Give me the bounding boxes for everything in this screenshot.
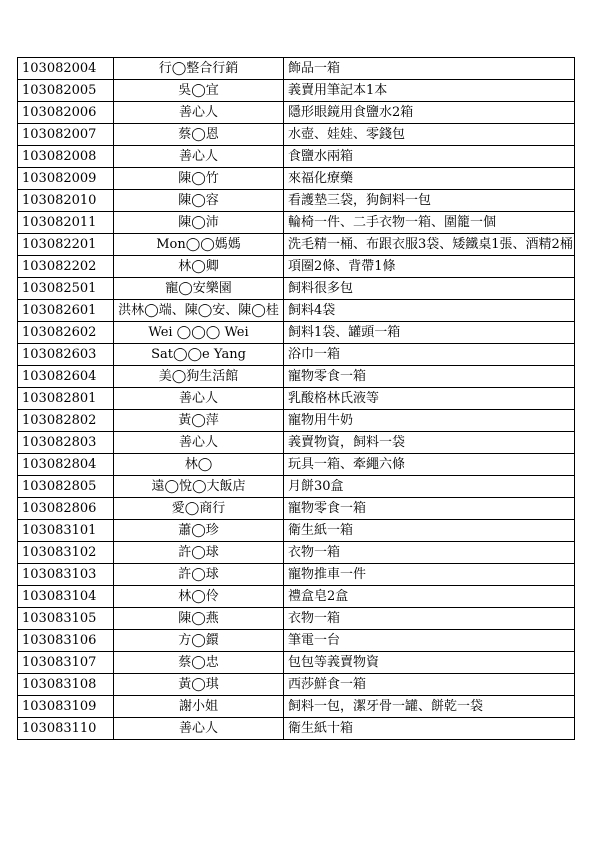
table-row [18, 190, 575, 212]
table-row [18, 322, 575, 344]
donated-item-cell: 飼料很多包 [284, 278, 575, 300]
table-row [18, 520, 575, 542]
donated-item-cell: 義賣用筆記本1本 [284, 80, 575, 102]
donor-name-cell: 行◯整合行銷 [114, 58, 284, 80]
record-id-cell: 103083106 [18, 630, 114, 652]
donor-name-cell: Mon◯◯媽媽 [114, 234, 284, 256]
donor-name-cell: 方◯鐶 [114, 630, 284, 652]
donated-item-cell: 乳酸格林氏液等 [284, 388, 575, 410]
record-id-cell: 103082005 [18, 80, 114, 102]
record-id-cell: 103082602 [18, 322, 114, 344]
table-row [18, 344, 575, 366]
table-row [18, 718, 575, 740]
table-row [18, 234, 575, 256]
record-id-cell: 103083101 [18, 520, 114, 542]
donor-name-cell: Wei ◯◯◯ Wei [114, 322, 284, 344]
record-id-cell: 103083105 [18, 608, 114, 630]
table-row [18, 102, 575, 124]
donated-item-cell: 衣物一箱 [284, 542, 575, 564]
donor-name-cell: 寵◯安樂園 [114, 278, 284, 300]
record-id-cell: 103083102 [18, 542, 114, 564]
donor-name-cell: 陳◯容 [114, 190, 284, 212]
table-row [18, 432, 575, 454]
donated-item-cell: 禮盒皂2盒 [284, 586, 575, 608]
record-id-cell: 103082007 [18, 124, 114, 146]
table-row [18, 124, 575, 146]
record-id-cell: 103083109 [18, 696, 114, 718]
table-row [18, 476, 575, 498]
table-row [18, 212, 575, 234]
donated-item-cell: 衛生紙十箱 [284, 718, 575, 740]
donated-item-cell: 西莎鮮食一箱 [284, 674, 575, 696]
donated-item-cell: 義賣物資，飼料一袋 [284, 432, 575, 454]
donated-item-cell: 衛生紙一箱 [284, 520, 575, 542]
donated-item-cell: 項圈2條、背帶1條 [284, 256, 575, 278]
donated-item-cell: 隱形眼鏡用食鹽水2箱 [284, 102, 575, 124]
record-id-cell: 103082010 [18, 190, 114, 212]
table-body [18, 58, 575, 740]
donated-item-cell: 食鹽水兩箱 [284, 146, 575, 168]
table-row [18, 586, 575, 608]
table-row [18, 696, 575, 718]
donated-item-cell: 包包等義賣物資 [284, 652, 575, 674]
record-id-cell: 103082501 [18, 278, 114, 300]
donated-item-cell: 看護墊三袋，狗飼料一包 [284, 190, 575, 212]
donor-name-cell: 吳◯宜 [114, 80, 284, 102]
donor-name-cell: 黃◯萍 [114, 410, 284, 432]
record-id-cell: 103082202 [18, 256, 114, 278]
record-id-cell: 103082603 [18, 344, 114, 366]
donated-item-cell: 浴巾一箱 [284, 344, 575, 366]
record-id-cell: 103083108 [18, 674, 114, 696]
donated-item-cell: 水壺、娃娃、零錢包 [284, 124, 575, 146]
donated-item-cell: 飼料4袋 [284, 300, 575, 322]
record-id-cell: 103082011 [18, 212, 114, 234]
donated-item-cell: 玩具一箱、牽繩六條 [284, 454, 575, 476]
donor-name-cell: 黃◯琪 [114, 674, 284, 696]
donated-item-cell: 筆電一台 [284, 630, 575, 652]
donor-name-cell: 蕭◯珍 [114, 520, 284, 542]
table-row [18, 278, 575, 300]
record-id-cell: 103082802 [18, 410, 114, 432]
table-row [18, 630, 575, 652]
donor-name-cell: 許◯球 [114, 542, 284, 564]
record-id-cell: 103083103 [18, 564, 114, 586]
record-id-cell: 103083110 [18, 718, 114, 740]
record-id-cell: 103083107 [18, 652, 114, 674]
donor-name-cell: 許◯球 [114, 564, 284, 586]
record-id-cell: 103082604 [18, 366, 114, 388]
table-row [18, 608, 575, 630]
donor-name-cell: 美◯狗生活館 [114, 366, 284, 388]
record-id-cell: 103082006 [18, 102, 114, 124]
donated-item-cell: 飼料一包，潔牙骨一罐、餅乾一袋 [284, 696, 575, 718]
donor-name-cell: 善心人 [114, 388, 284, 410]
donated-item-cell: 來福化療藥 [284, 168, 575, 190]
donated-item-cell: 寵物零食一箱 [284, 498, 575, 520]
table-row [18, 256, 575, 278]
table-row [18, 366, 575, 388]
table-row [18, 146, 575, 168]
donor-name-cell: 陳◯竹 [114, 168, 284, 190]
donor-name-cell: 善心人 [114, 146, 284, 168]
donor-name-cell: 善心人 [114, 718, 284, 740]
donor-name-cell: 陳◯燕 [114, 608, 284, 630]
table-row [18, 498, 575, 520]
donated-item-cell: 寵物零食一箱 [284, 366, 575, 388]
donor-name-cell: 洪林◯端、陳◯安、陳◯桂 [114, 300, 284, 322]
record-id-cell: 103082201 [18, 234, 114, 256]
donor-name-cell: 善心人 [114, 102, 284, 124]
donor-name-cell: 遠◯悅◯大飯店 [114, 476, 284, 498]
donor-name-cell: 林◯伶 [114, 586, 284, 608]
record-id-cell: 103082601 [18, 300, 114, 322]
donor-name-cell: 愛◯商行 [114, 498, 284, 520]
donor-name-cell: 蔡◯忠 [114, 652, 284, 674]
donor-name-cell: 林◯ [114, 454, 284, 476]
donor-name-cell: 謝小姐 [114, 696, 284, 718]
table-row [18, 80, 575, 102]
table-row [18, 410, 575, 432]
donated-item-cell: 衣物一箱 [284, 608, 575, 630]
donated-item-cell: 飾品一箱 [284, 58, 575, 80]
donated-item-cell: 寵物用牛奶 [284, 410, 575, 432]
donor-name-cell: Sat◯◯e Yang [114, 344, 284, 366]
donated-item-cell: 洗毛精一桶、布跟衣服3袋、矮鐵桌1張、酒精2桶 [284, 234, 575, 256]
table-row [18, 542, 575, 564]
table-row [18, 652, 575, 674]
record-id-cell: 103083104 [18, 586, 114, 608]
donated-item-cell: 月餅30盒 [284, 476, 575, 498]
table-row [18, 454, 575, 476]
donation-table [17, 57, 575, 740]
table-row [18, 674, 575, 696]
donor-name-cell: 蔡◯恩 [114, 124, 284, 146]
donated-item-cell: 輪椅一件、二手衣物一箱、圍籠一個 [284, 212, 575, 234]
table-row [18, 168, 575, 190]
record-id-cell: 103082004 [18, 58, 114, 80]
record-id-cell: 103082805 [18, 476, 114, 498]
table-row [18, 564, 575, 586]
record-id-cell: 103082804 [18, 454, 114, 476]
donor-name-cell: 陳◯沛 [114, 212, 284, 234]
record-id-cell: 103082801 [18, 388, 114, 410]
record-id-cell: 103082008 [18, 146, 114, 168]
donor-name-cell: 林◯卿 [114, 256, 284, 278]
donor-name-cell: 善心人 [114, 432, 284, 454]
donated-item-cell: 寵物推車一件 [284, 564, 575, 586]
record-id-cell: 103082803 [18, 432, 114, 454]
table-row [18, 388, 575, 410]
table-row [18, 58, 575, 80]
table-row [18, 300, 575, 322]
donated-item-cell: 飼料1袋、罐頭一箱 [284, 322, 575, 344]
record-id-cell: 103082806 [18, 498, 114, 520]
record-id-cell: 103082009 [18, 168, 114, 190]
